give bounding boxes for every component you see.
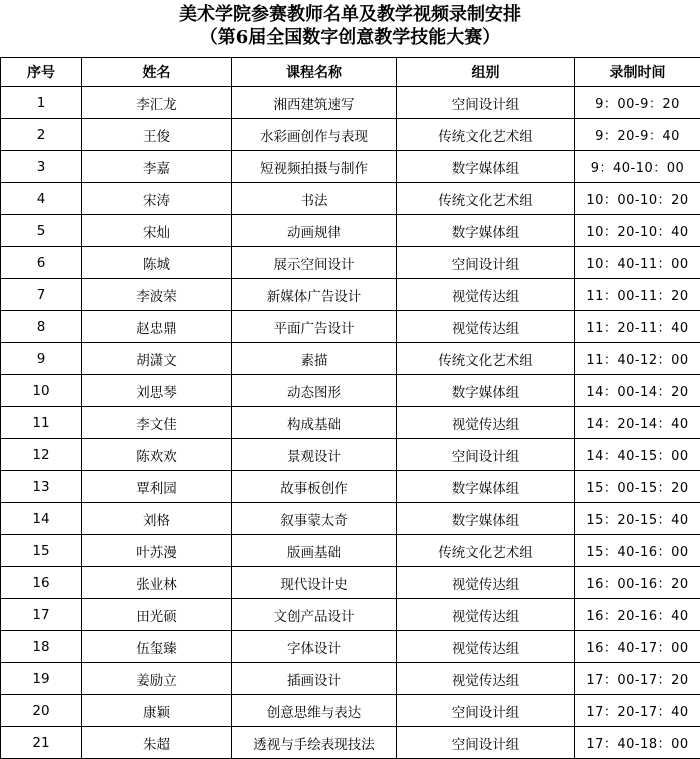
cell-name: 李嘉 xyxy=(82,151,232,183)
cell-name: 康颖 xyxy=(82,695,232,727)
cell-name: 刘思琴 xyxy=(82,375,232,407)
cell-time: 9：20-9：40 xyxy=(575,119,700,151)
cell-course: 构成基础 xyxy=(232,407,397,439)
cell-index: 8 xyxy=(1,311,82,343)
cell-group: 视觉传达组 xyxy=(397,631,575,663)
table-row xyxy=(1,215,700,247)
cell-course: 文创产品设计 xyxy=(232,599,397,631)
cell-time: 9：00-9：20 xyxy=(575,87,700,119)
cell-index: 21 xyxy=(1,727,82,759)
table-row xyxy=(1,247,700,279)
cell-time: 10：40-11：00 xyxy=(575,247,700,279)
cell-name: 姜励立 xyxy=(82,663,232,695)
cell-group: 空间设计组 xyxy=(397,727,575,759)
cell-group: 数字媒体组 xyxy=(397,215,575,247)
header-group: 组别 xyxy=(397,58,575,87)
header-time: 录制时间 xyxy=(575,58,700,87)
cell-course: 动画规律 xyxy=(232,215,397,247)
cell-course: 透视与手绘表现技法 xyxy=(232,727,397,759)
cell-time: 17：40-18：00 xyxy=(575,727,700,759)
cell-group: 传统文化艺术组 xyxy=(397,535,575,567)
cell-index: 14 xyxy=(1,503,82,535)
cell-index: 17 xyxy=(1,599,82,631)
table-row xyxy=(1,87,700,119)
cell-course: 版画基础 xyxy=(232,535,397,567)
cell-index: 15 xyxy=(1,535,82,567)
cell-name: 田光硕 xyxy=(82,599,232,631)
cell-name: 赵忠鼎 xyxy=(82,311,232,343)
cell-index: 20 xyxy=(1,695,82,727)
cell-time: 16：20-16：40 xyxy=(575,599,700,631)
cell-index: 4 xyxy=(1,183,82,215)
cell-course: 叙事蒙太奇 xyxy=(232,503,397,535)
cell-name: 李文佳 xyxy=(82,407,232,439)
cell-index: 12 xyxy=(1,439,82,471)
cell-group: 视觉传达组 xyxy=(397,311,575,343)
table-row xyxy=(1,503,700,535)
cell-name: 胡潇文 xyxy=(82,343,232,375)
cell-name: 李汇龙 xyxy=(82,87,232,119)
cell-course: 短视频拍摄与制作 xyxy=(232,151,397,183)
document-title xyxy=(0,0,700,57)
table-row xyxy=(1,631,700,663)
cell-index: 6 xyxy=(1,247,82,279)
cell-name: 陈城 xyxy=(82,247,232,279)
cell-course: 展示空间设计 xyxy=(232,247,397,279)
cell-index: 5 xyxy=(1,215,82,247)
cell-time: 16：40-17：00 xyxy=(575,631,700,663)
cell-name: 张业林 xyxy=(82,567,232,599)
cell-time: 15：20-15：40 xyxy=(575,503,700,535)
cell-index: 19 xyxy=(1,663,82,695)
cell-course: 创意思维与表达 xyxy=(232,695,397,727)
cell-course: 平面广告设计 xyxy=(232,311,397,343)
cell-course: 素描 xyxy=(232,343,397,375)
title-subtitle: （第6届全国数字创意教学技能大赛） xyxy=(199,27,501,48)
cell-index: 2 xyxy=(1,119,82,151)
cell-index: 9 xyxy=(1,343,82,375)
cell-name: 朱超 xyxy=(82,727,232,759)
cell-time: 14：40-15：00 xyxy=(575,439,700,471)
cell-group: 空间设计组 xyxy=(397,695,575,727)
table-row xyxy=(1,727,700,759)
cell-group: 空间设计组 xyxy=(397,439,575,471)
cell-course: 动态图形 xyxy=(232,375,397,407)
cell-time: 14：20-14：40 xyxy=(575,407,700,439)
cell-group: 空间设计组 xyxy=(397,247,575,279)
header-index: 序号 xyxy=(1,58,82,87)
cell-group: 传统文化艺术组 xyxy=(397,183,575,215)
cell-time: 15：40-16：00 xyxy=(575,535,700,567)
cell-index: 1 xyxy=(1,87,82,119)
cell-time: 11：40-12：00 xyxy=(575,343,700,375)
cell-index: 13 xyxy=(1,471,82,503)
cell-name: 王俊 xyxy=(82,119,232,151)
cell-name: 刘格 xyxy=(82,503,232,535)
cell-group: 传统文化艺术组 xyxy=(397,119,575,151)
title-main: 美术学院参赛教师名单及教学视频录制安排 xyxy=(179,4,521,25)
cell-index: 11 xyxy=(1,407,82,439)
cell-name: 宋涛 xyxy=(82,183,232,215)
cell-index: 16 xyxy=(1,567,82,599)
header-name: 姓名 xyxy=(82,58,232,87)
cell-group: 视觉传达组 xyxy=(397,599,575,631)
cell-time: 9：40-10：00 xyxy=(575,151,700,183)
cell-group: 视觉传达组 xyxy=(397,567,575,599)
cell-course: 景观设计 xyxy=(232,439,397,471)
table-row xyxy=(1,407,700,439)
cell-time: 15：00-15：20 xyxy=(575,471,700,503)
table-row xyxy=(1,439,700,471)
cell-name: 陈欢欢 xyxy=(82,439,232,471)
cell-group: 数字媒体组 xyxy=(397,503,575,535)
table-body xyxy=(1,87,700,759)
cell-course: 新媒体广告设计 xyxy=(232,279,397,311)
cell-index: 18 xyxy=(1,631,82,663)
cell-course: 字体设计 xyxy=(232,631,397,663)
table-row xyxy=(1,151,700,183)
table-row xyxy=(1,279,700,311)
cell-index: 3 xyxy=(1,151,82,183)
cell-group: 视觉传达组 xyxy=(397,279,575,311)
cell-group: 数字媒体组 xyxy=(397,471,575,503)
cell-group: 数字媒体组 xyxy=(397,375,575,407)
cell-time: 17：20-17：40 xyxy=(575,695,700,727)
header-course: 课程名称 xyxy=(232,58,397,87)
table-row xyxy=(1,535,700,567)
cell-group: 数字媒体组 xyxy=(397,151,575,183)
cell-course: 故事板创作 xyxy=(232,471,397,503)
cell-group: 视觉传达组 xyxy=(397,663,575,695)
cell-index: 7 xyxy=(1,279,82,311)
cell-time: 14：00-14：20 xyxy=(575,375,700,407)
table-row xyxy=(1,599,700,631)
cell-course: 湘西建筑速写 xyxy=(232,87,397,119)
cell-name: 叶苏漫 xyxy=(82,535,232,567)
table-row xyxy=(1,183,700,215)
cell-name: 李波荣 xyxy=(82,279,232,311)
cell-course: 现代设计史 xyxy=(232,567,397,599)
cell-index: 10 xyxy=(1,375,82,407)
cell-name: 宋灿 xyxy=(82,215,232,247)
table-row xyxy=(1,343,700,375)
cell-name: 覃利园 xyxy=(82,471,232,503)
table-header-row xyxy=(1,58,700,87)
cell-course: 插画设计 xyxy=(232,663,397,695)
cell-time: 10：20-10：40 xyxy=(575,215,700,247)
table-row xyxy=(1,311,700,343)
cell-name: 伍玺臻 xyxy=(82,631,232,663)
cell-group: 传统文化艺术组 xyxy=(397,343,575,375)
table-row xyxy=(1,695,700,727)
cell-time: 16：00-16：20 xyxy=(575,567,700,599)
table-row xyxy=(1,375,700,407)
cell-course: 书法 xyxy=(232,183,397,215)
cell-time: 11：20-11：40 xyxy=(575,311,700,343)
cell-time: 17：00-17：20 xyxy=(575,663,700,695)
cell-course: 水彩画创作与表现 xyxy=(232,119,397,151)
schedule-table xyxy=(0,57,700,759)
table-row xyxy=(1,471,700,503)
table-row xyxy=(1,119,700,151)
cell-group: 视觉传达组 xyxy=(397,407,575,439)
cell-group: 空间设计组 xyxy=(397,87,575,119)
table-row xyxy=(1,663,700,695)
cell-time: 11：00-11：20 xyxy=(575,279,700,311)
cell-time: 10：00-10：20 xyxy=(575,183,700,215)
table-row xyxy=(1,567,700,599)
